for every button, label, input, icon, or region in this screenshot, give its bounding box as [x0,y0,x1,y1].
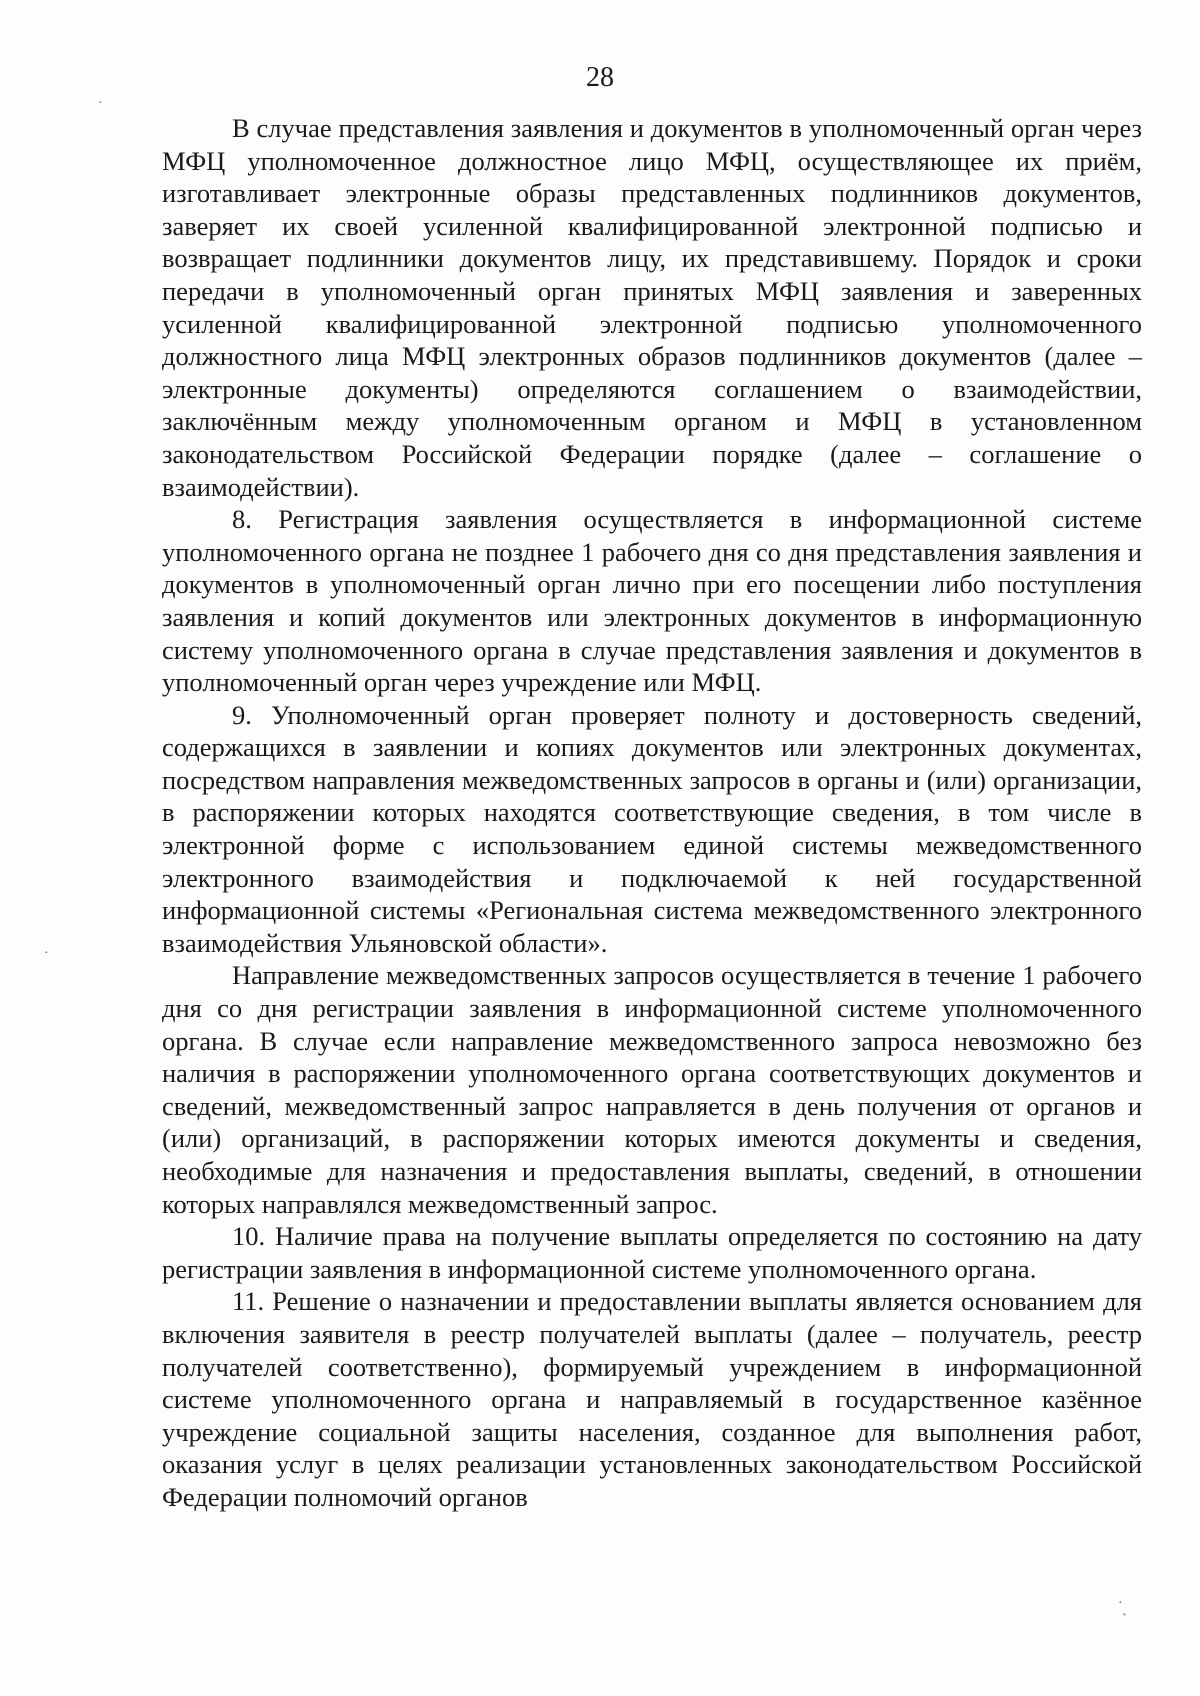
scan-speck: · [1118,1596,1123,1611]
paragraph-10-entitlement: 10. Наличие права на получение выплаты определяется по состоянию на дату регистрации заявления в информационной системе уполномоченного органа. [162,1221,1142,1284]
scan-speck: ` [1122,1612,1127,1627]
paragraph-mfc-submission: В случае представления заявления и документов в уполномоченный орган через МФЦ уполномоченное должностное лицо МФЦ, осуществляющее их приём, изготавливает электронные образы представленных подлинников документов, заверяет их своей усиленной квалифицированной электронной подписью и возвращает подлинники документов лицу, их представившему. Порядок и сроки передачи в уполномоченный орган принятых МФЦ заявления и заверенных усиленной квалифицированной электронной подписью уполномоченного должностного лица МФЦ электронных образов подлинников документов (далее – электронные документы) определяются соглашением о взаимодействии, заключённым между уполномоченным органом и МФЦ в установленном законодательством Российской Федерации порядке (далее – соглашение о взаимодействии). [162,113,1142,502]
paragraph-8-registration: 8. Регистрация заявления осуществляется в информационной системе уполномоченного органа не позднее 1 рабочего дня со дня представления заявления и документов в уполномоченный орган лично при его посещении либо поступления заявления и копий документов или электронных документов в информационную систему уполномоченного органа в случае представления заявления и документов в уполномоченный орган через учреждение или МФЦ. [162,504,1142,698]
page-number: 28 [586,62,614,93]
scan-speck: · [44,946,49,961]
paragraph-interagency-requests: Направление межведомственных запросов осуществляется в течение 1 рабочего дня со дня регистрации заявления в информационной системе уполномоченного органа. В случае если направление межведомственного запроса невозможно без наличия в распоряжении уполномоченного органа соответствующих документов и сведений, межведомственный запрос направляется в день получения от органов и (или) организаций, в распоряжении которых имеются документы и сведения, необходимые для назначения и предоставления выплаты, сведений, в отношении которых направлялся межведомственный запрос. [162,960,1142,1219]
paragraph-11-decision: 11. Решение о назначении и предоставлении выплаты является основанием для включения заявителя в реестр получателей выплаты (далее – получатель, реестр получателей соответственно), формируемый учреждением в информационной системе уполномоченного органа и направляемый в государственное казённое учреждение социальной защиты населения, созданное для выполнения работ, оказания услуг в целях реализации установленных законодательством Российской Федерации полномочий органов [162,1286,1142,1512]
document-body [162,112,1142,1514]
paragraph-9-verification: 9. Уполномоченный орган проверяет полноту и достоверность сведений, содержащихся в заявлении и копиях документов или электронных документах, посредством направления межведомственных запросов в органы и (или) организации, в распоряжении которых находятся соответствующие сведения, в том числе в электронной форме с использованием единой системы межведомственного электронного взаимодействия и подключаемой к ней государственной информационной системы «Региональная система межведомственного электронного взаимодействия Ульяновской области». [162,699,1142,958]
scan-speck: · [98,96,103,111]
